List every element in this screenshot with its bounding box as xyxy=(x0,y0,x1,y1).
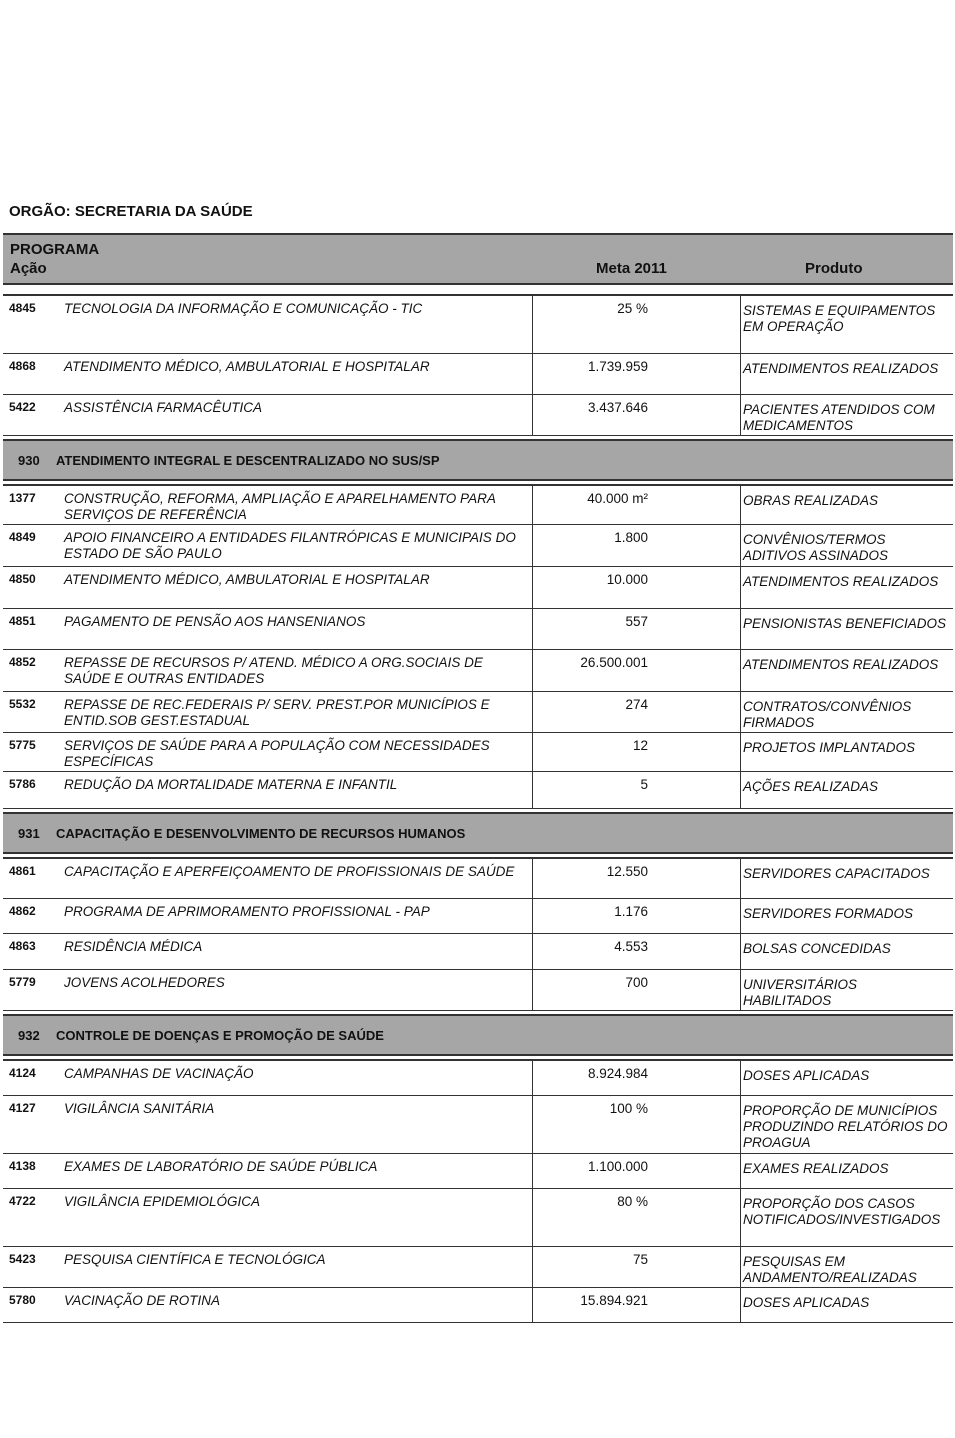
programa-section-header xyxy=(3,812,953,854)
produto-cell: PENSIONISTAS BENEFICIADOS xyxy=(740,609,953,649)
meta-cell xyxy=(532,772,740,808)
table-row xyxy=(3,1096,953,1154)
produto-cell: ATENDIMENTOS REALIZADOS xyxy=(740,567,953,608)
acao-name: ATENDIMENTO MÉDICO, AMBULATORIAL E HOSPITALAR xyxy=(64,359,430,374)
produto-cell: SERVIDORES FORMADOS xyxy=(740,899,953,933)
header-meta: Meta 2011 xyxy=(596,260,667,277)
programa-name: CAPACITAÇÃO E DESENVOLVIMENTO DE RECURSOS HUMANOS xyxy=(56,825,466,841)
meta-cell xyxy=(532,486,740,524)
meta-cell xyxy=(532,970,740,1010)
acao-name: RESIDÊNCIA MÉDICA xyxy=(64,939,203,954)
meta-value: 1.176 xyxy=(614,904,648,919)
table-row xyxy=(3,354,953,395)
produto-cell: UNIVERSITÁRIOS HABILITADOS xyxy=(740,970,953,1010)
acao-name: EXAMES DE LABORATÓRIO DE SAÚDE PÚBLICA xyxy=(64,1159,378,1174)
produto-cell: CONTRATOS/CONVÊNIOS FIRMADOS xyxy=(740,692,953,732)
produto-cell: BOLSAS CONCEDIDAS xyxy=(740,934,953,969)
programa-name: ATENDIMENTO INTEGRAL E DESCENTRALIZADO NO SUS/SP xyxy=(56,452,440,468)
produto-cell: AÇÕES REALIZADAS xyxy=(740,772,953,808)
meta-value: 8.924.984 xyxy=(587,1066,648,1081)
table-row xyxy=(3,1061,953,1096)
meta-value: 25 % xyxy=(617,301,648,316)
acao-code: 4862 xyxy=(9,904,36,918)
programa-code: 932 xyxy=(18,1027,40,1043)
acao-name: ASSISTÊNCIA FARMACÊUTICA xyxy=(64,400,263,415)
meta-cell xyxy=(532,296,740,353)
acao-code: 4849 xyxy=(9,530,36,544)
acao-code: 1377 xyxy=(9,491,36,505)
meta-cell xyxy=(532,567,740,608)
produto-cell: PROJETOS IMPLANTADOS xyxy=(740,733,953,771)
acao-code: 4127 xyxy=(9,1101,36,1115)
acao-code: 4850 xyxy=(9,572,36,586)
table-row xyxy=(3,1288,953,1323)
table-row xyxy=(3,395,953,436)
meta-value: 1.800 xyxy=(614,530,648,545)
orgao-title: ORGÃO: SECRETARIA DA SAÚDE xyxy=(9,203,253,220)
acao-code: 5422 xyxy=(9,400,36,414)
acao-name: REPASSE DE RECURSOS P/ ATEND. MÉDICO A ORG.SOCIAIS DE SAÚDE E OUTRAS ENTIDADES xyxy=(64,655,483,686)
acao-name: REDUÇÃO DA MORTALIDADE MATERNA E INFANTIL xyxy=(64,777,398,792)
acao-code: 4861 xyxy=(9,864,36,878)
meta-value: 1.100.000 xyxy=(587,1159,648,1174)
programa-name: CONTROLE DE DOENÇAS E PROMOÇÃO DE SAÚDE xyxy=(56,1027,384,1043)
meta-value: 274 xyxy=(625,697,648,712)
acao-code: 4852 xyxy=(9,655,36,669)
acao-name: PAGAMENTO DE PENSÃO AOS HANSENIANOS xyxy=(64,614,366,629)
header-programa: PROGRAMA xyxy=(10,241,100,258)
meta-value: 12 xyxy=(632,738,648,753)
metas-table xyxy=(3,233,953,1323)
produto-cell: PROPORÇÃO DOS CASOS NOTIFICADOS/INVESTIGADOS xyxy=(740,1189,953,1246)
acao-code: 5779 xyxy=(9,975,36,989)
acao-code: 4722 xyxy=(9,1194,36,1208)
meta-value: 557 xyxy=(625,614,648,629)
acao-rows xyxy=(3,1059,953,1323)
meta-value: 26.500.001 xyxy=(580,655,648,670)
meta-value: 10.000 xyxy=(606,572,648,587)
acao-code: 4863 xyxy=(9,939,36,953)
meta-cell xyxy=(532,354,740,394)
meta-cell xyxy=(532,525,740,566)
table-header xyxy=(3,233,953,285)
table-row xyxy=(3,525,953,567)
table-row xyxy=(3,1189,953,1247)
produto-cell: PROPORÇÃO DE MUNICÍPIOS PRODUZINDO RELATÓRIOS DO PROAGUA xyxy=(740,1096,953,1153)
header-programa-acao xyxy=(10,240,99,278)
meta-value: 5 xyxy=(640,777,648,792)
acao-code: 5775 xyxy=(9,738,36,752)
produto-cell: DOSES APLICADAS xyxy=(740,1288,953,1322)
meta-cell xyxy=(532,692,740,732)
table-row xyxy=(3,1247,953,1288)
produto-cell: DOSES APLICADAS xyxy=(740,1061,953,1095)
produto-cell: EXAMES REALIZADOS xyxy=(740,1154,953,1188)
produto-cell: ATENDIMENTOS REALIZADOS xyxy=(740,650,953,691)
meta-cell xyxy=(532,1247,740,1287)
acao-code: 4868 xyxy=(9,359,36,373)
table-row xyxy=(3,692,953,733)
acao-name: VIGILÂNCIA SANITÁRIA xyxy=(64,1101,215,1116)
table-row xyxy=(3,899,953,934)
produto-cell: OBRAS REALIZADAS xyxy=(740,486,953,524)
meta-cell xyxy=(532,899,740,933)
table-row xyxy=(3,970,953,1011)
acao-name: TECNOLOGIA DA INFORMAÇÃO E COMUNICAÇÃO - TIC xyxy=(64,301,423,316)
acao-name: ATENDIMENTO MÉDICO, AMBULATORIAL E HOSPITALAR xyxy=(64,572,430,587)
acao-name: JOVENS ACOLHEDORES xyxy=(64,975,225,990)
acao-name: SERVIÇOS DE SAÚDE PARA A POPULAÇÃO COM NECESSIDADES ESPECÍFICAS xyxy=(64,738,490,769)
acao-code: 5780 xyxy=(9,1293,36,1307)
meta-cell xyxy=(532,859,740,898)
meta-cell xyxy=(532,1288,740,1322)
acao-name: VACINAÇÃO DE ROTINA xyxy=(64,1293,221,1308)
acao-code: 4851 xyxy=(9,614,36,628)
meta-value: 3.437.646 xyxy=(587,400,648,415)
acao-rows xyxy=(3,857,953,1011)
acao-name: CAPACITAÇÃO E APERFEIÇOAMENTO DE PROFISSIONAIS DE SAÚDE xyxy=(64,864,515,879)
meta-cell xyxy=(532,395,740,435)
meta-cell xyxy=(532,1154,740,1188)
acao-code: 5786 xyxy=(9,777,36,791)
meta-value: 100 % xyxy=(609,1101,648,1116)
meta-value: 15.894.921 xyxy=(580,1293,648,1308)
acao-name: VIGILÂNCIA EPIDEMIOLÓGICA xyxy=(64,1194,261,1209)
meta-cell xyxy=(532,609,740,649)
programa-code: 930 xyxy=(18,452,40,468)
meta-value: 80 % xyxy=(617,1194,648,1209)
acao-name: REPASSE DE REC.FEDERAIS P/ SERV. PREST.POR MUNICÍPIOS E ENTID.SOB GEST.ESTADUAL xyxy=(64,697,490,728)
acao-code: 4845 xyxy=(9,301,36,315)
table-body xyxy=(3,294,953,1323)
programa-section-header xyxy=(3,1014,953,1056)
produto-cell: SERVIDORES CAPACITADOS xyxy=(740,859,953,898)
acao-rows xyxy=(3,484,953,809)
produto-cell: PESQUISAS EM ANDAMENTO/REALIZADAS xyxy=(740,1247,953,1287)
acao-name: CAMPANHAS DE VACINAÇÃO xyxy=(64,1066,254,1081)
table-row xyxy=(3,1154,953,1189)
acao-name: PROGRAMA DE APRIMORAMENTO PROFISSIONAL - PAP xyxy=(64,904,430,919)
table-row xyxy=(3,296,953,354)
produto-cell: SISTEMAS E EQUIPAMENTOS EM OPERAÇÃO xyxy=(740,296,953,353)
acao-code: 4124 xyxy=(9,1066,36,1080)
meta-value: 700 xyxy=(625,975,648,990)
table-row xyxy=(3,486,953,525)
meta-value: 1.739.959 xyxy=(587,359,648,374)
meta-cell xyxy=(532,1096,740,1153)
table-row xyxy=(3,772,953,809)
header-produto: Produto xyxy=(805,260,863,277)
meta-cell xyxy=(532,1189,740,1246)
meta-value: 4.553 xyxy=(614,939,648,954)
meta-value: 75 xyxy=(632,1252,648,1267)
produto-cell: PACIENTES ATENDIDOS COM MEDICAMENTOS xyxy=(740,395,953,435)
acao-code: 5532 xyxy=(9,697,36,711)
meta-cell xyxy=(532,1061,740,1095)
programa-code: 931 xyxy=(18,825,40,841)
produto-cell: CONVÊNIOS/TERMOS ADITIVOS ASSINADOS xyxy=(740,525,953,566)
meta-cell xyxy=(532,934,740,969)
meta-cell xyxy=(532,650,740,691)
table-row xyxy=(3,733,953,772)
header-acao: Ação xyxy=(10,260,47,277)
meta-value: 12.550 xyxy=(606,864,648,879)
table-row xyxy=(3,567,953,609)
meta-cell xyxy=(532,733,740,771)
acao-code: 5423 xyxy=(9,1252,36,1266)
table-row xyxy=(3,650,953,692)
table-row xyxy=(3,859,953,899)
table-row xyxy=(3,609,953,650)
acao-name: APOIO FINANCEIRO A ENTIDADES FILANTRÓPICAS E MUNICIPAIS DO ESTADO DE SÃO PAULO xyxy=(64,530,516,561)
acao-name: PESQUISA CIENTÍFICA E TECNOLÓGICA xyxy=(64,1252,326,1267)
meta-value: 40.000 m² xyxy=(587,491,648,506)
produto-cell: ATENDIMENTOS REALIZADOS xyxy=(740,354,953,394)
acao-rows xyxy=(3,294,953,436)
table-row xyxy=(3,934,953,970)
acao-name: CONSTRUÇÃO, REFORMA, AMPLIAÇÃO E APARELHAMENTO PARA SERVIÇOS DE REFERÊNCIA xyxy=(64,491,496,522)
acao-code: 4138 xyxy=(9,1159,36,1173)
programa-section-header xyxy=(3,439,953,481)
